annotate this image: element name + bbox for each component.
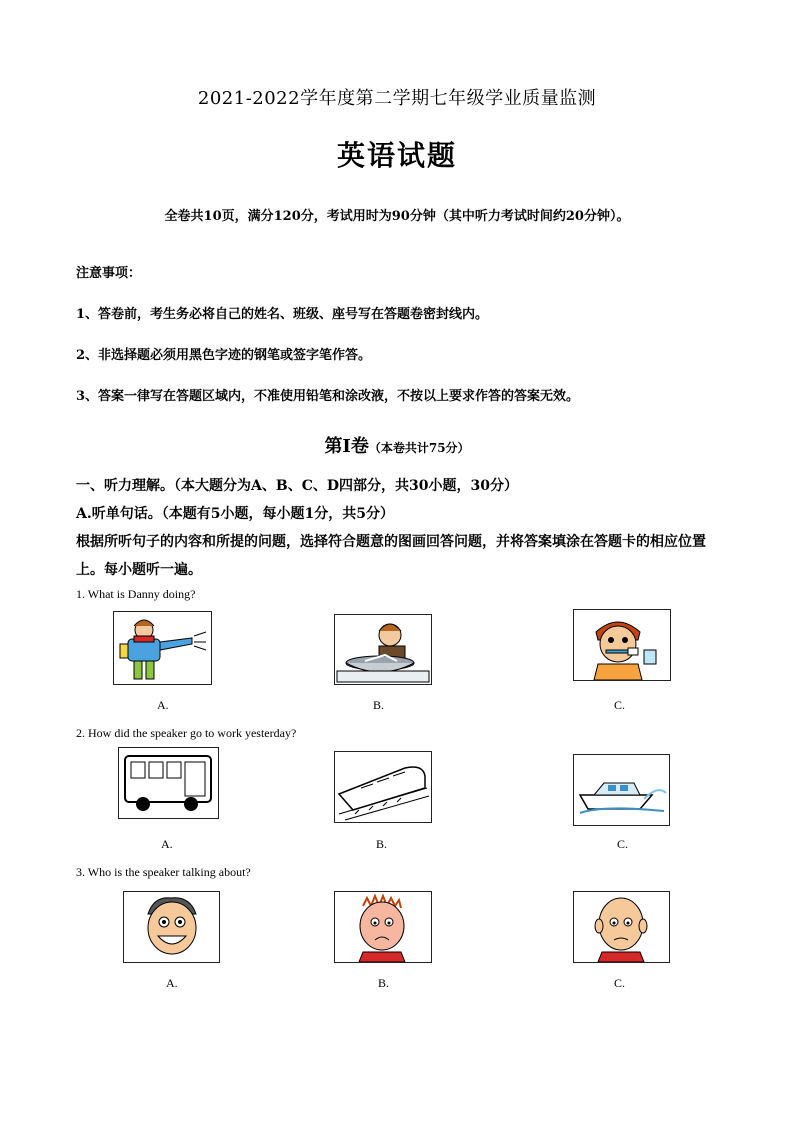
boat-icon	[574, 755, 669, 825]
q3-option-a-image[interactable]	[123, 891, 220, 963]
q1-option-a-image[interactable]	[113, 611, 212, 685]
exam-title: 英语试题	[336, 139, 457, 172]
notice-item-2: 2、非选择题必须用黑色字迹的钢笔或签字笔作答。	[76, 348, 372, 363]
bus-icon	[119, 748, 218, 818]
bald-man-icon	[574, 892, 669, 962]
q2-option-b-label: B.	[376, 837, 388, 851]
q2-option-b-image[interactable]	[334, 751, 432, 823]
q1-option-c-label: C.	[614, 698, 626, 712]
q2-option-c-label: C.	[617, 837, 629, 851]
part-title	[0, 432, 794, 458]
notice-heading: 注意事项：	[76, 266, 142, 281]
question-1-text: 1. What is Danny doing?	[76, 587, 196, 601]
notice-item-1: 1、答卷前，考生务必将自己的姓名、班级、座号写在答题卷密封线内。	[76, 307, 489, 322]
q2-option-a-label: A.	[161, 837, 173, 851]
q1-option-a-label: A.	[157, 698, 169, 712]
q1-option-b-image[interactable]	[334, 614, 432, 685]
part-title-main: 第Ⅰ卷	[324, 436, 369, 457]
washing-clothes-icon	[335, 615, 431, 684]
smiling-man-icon	[124, 892, 219, 962]
instruction-line-2: 上。每小题听一遍。	[76, 562, 202, 578]
exam-header-line: 2021-2022学年度第二学期七年级学业质量监测	[197, 88, 597, 109]
instruction-line-1: 根据所听句子的内容和所提的问题，选择符合题意的图画回答问题，并将答案填涂在答题卡的相应位置	[76, 534, 706, 550]
q2-option-a-image[interactable]	[118, 747, 219, 819]
q3-option-c-label: C.	[614, 976, 626, 990]
q2-option-c-image[interactable]	[573, 754, 670, 826]
brushing-teeth-icon	[574, 610, 670, 680]
q1-option-b-label: B.	[373, 698, 385, 712]
q3-option-b-label: B.	[378, 976, 390, 990]
section-heading: 一、听力理解。（本大题分为A、B、C、D四部分，共30小题，30分）	[76, 478, 518, 494]
question-2-text: 2. How did the speaker go to work yesterday?	[76, 726, 297, 740]
shivering-boy-icon	[114, 612, 211, 684]
q1-option-c-image[interactable]	[573, 609, 671, 681]
exam-meta: 全卷共10页，满分120分，考试用时为90分钟（其中听力考试时间约20分钟）。	[164, 209, 630, 224]
train-icon	[335, 752, 431, 822]
part-title-sub: （本卷共计75分）	[368, 441, 470, 455]
q3-option-b-image[interactable]	[334, 891, 432, 963]
q3-option-c-image[interactable]	[573, 891, 670, 963]
notice-item-3: 3、答案一律写在答题区域内，不准使用铅笔和涂改液，不按以上要求作答的答案无效。	[76, 389, 580, 404]
q3-option-a-label: A.	[166, 976, 178, 990]
worried-boy-icon	[335, 892, 431, 962]
question-3-text: 3. Who is the speaker talking about?	[76, 865, 251, 879]
section-subheading: A.听单句话。（本题有5小题，每小题1分，共5分）	[76, 506, 394, 522]
